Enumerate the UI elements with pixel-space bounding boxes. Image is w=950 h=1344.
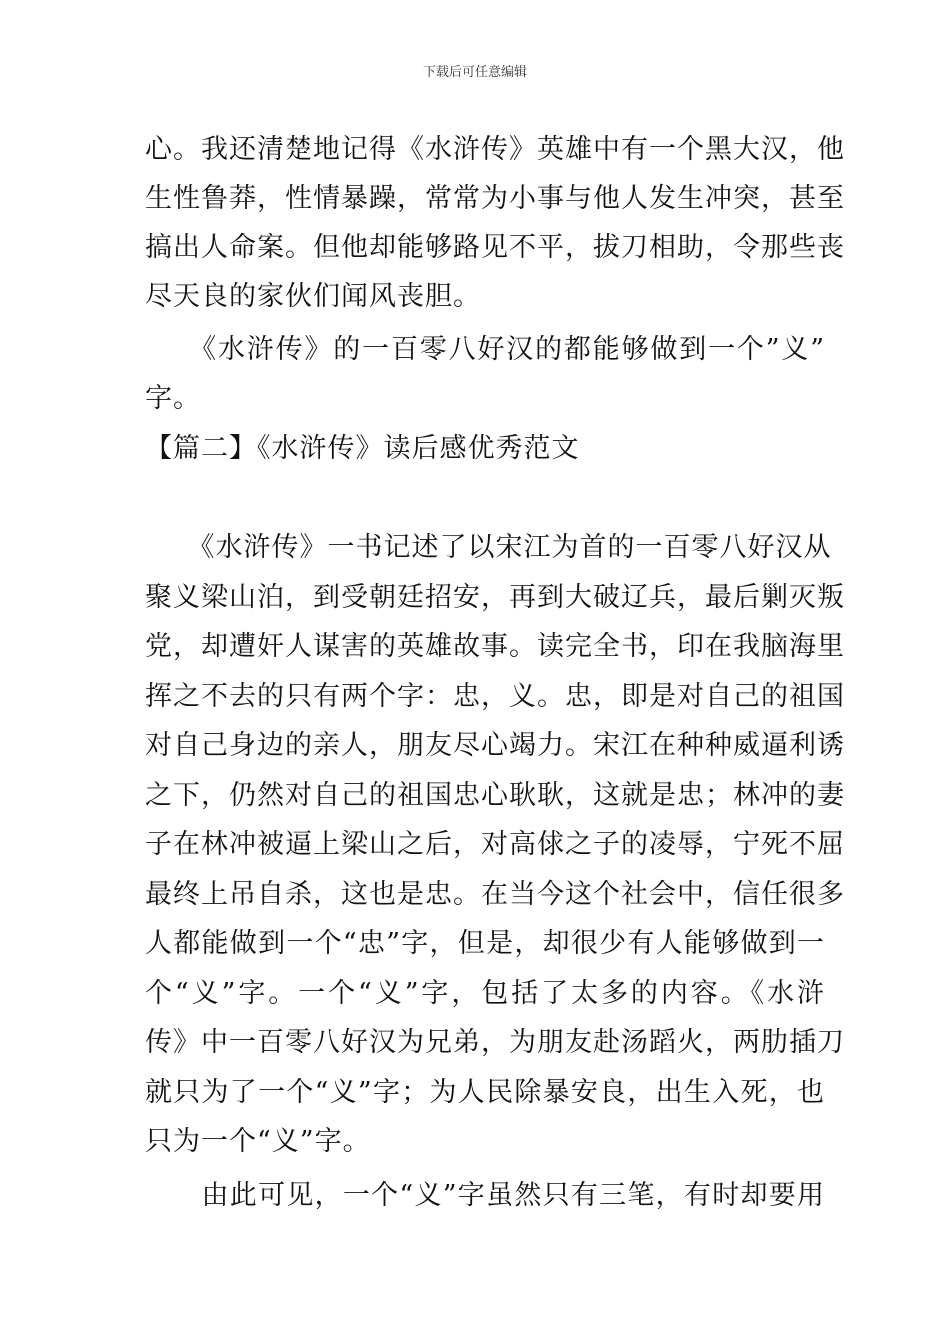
text-line: 党，却遭奸人谋害的英雄故事。读完全书，印在我脑海里 [145, 631, 845, 662]
text-line: 挥之不去的只有两个字：忠，义。忠，即是对自己的祖国 [145, 681, 845, 712]
text-line: 对自己身边的亲人，朋友尽心竭力。宋江在种种威逼利诱 [145, 730, 845, 761]
text-line: 传》中一百零八好汉为兄弟，为朋友赴汤蹈火，两肋插刀 [145, 1027, 845, 1058]
text-line: 搞出人命案。但他却能够路见不平，拔刀相助，令那些丧 [145, 232, 845, 263]
text-line: 就只为了一个“义”字；为人民除暴安良，出生入死，也 [145, 1077, 825, 1108]
text-line: 《水浒传》一书记述了以宋江为首的一百零八好汉从 [145, 532, 832, 563]
text-line: 心。我还清楚地记得《水浒传》英雄中有一个黑大汉，他 [145, 134, 845, 165]
text-line: 人都能做到一个“忠”字，但是，却很少有人能够做到一 [145, 928, 825, 959]
text-line: 子在林冲被逼上梁山之后，对高俅之子的凌辱，宁死不屈 [145, 829, 845, 860]
text-line: 由此可见，一个“义”字虽然只有三笔，有时却要用 [145, 1180, 825, 1211]
text-line: 只为一个“义”字。 [145, 1126, 371, 1157]
text-line: 生性鲁莽，性情暴躁，常常为小事与他人发生冲突，甚至 [145, 183, 845, 214]
text-line: 最终上吊自杀，这也是忠。在当今这个社会中，信任很多 [145, 879, 845, 910]
text-line: 尽天良的家伙们闻风丧胆。 [145, 281, 481, 312]
text-line: 聚义梁山泊，到受朝廷招安，再到大破辽兵，最后剿灭叛 [145, 582, 845, 613]
text-line: 字。 [145, 383, 201, 414]
text-line: 之下，仍然对自己的祖国忠心耿耿，这就是忠；林冲的妻 [145, 780, 845, 811]
page-header: 下载后可任意编辑 [422, 65, 527, 80]
section-heading: 【篇二】《水浒传》读后感优秀范文 [145, 433, 580, 464]
text-line: 个“义”字。一个“义”字，包括了太多的内容。《水浒 [145, 978, 825, 1009]
text-line: 《水浒传》的一百零八好汉的都能够做到一个”义” [145, 334, 825, 365]
